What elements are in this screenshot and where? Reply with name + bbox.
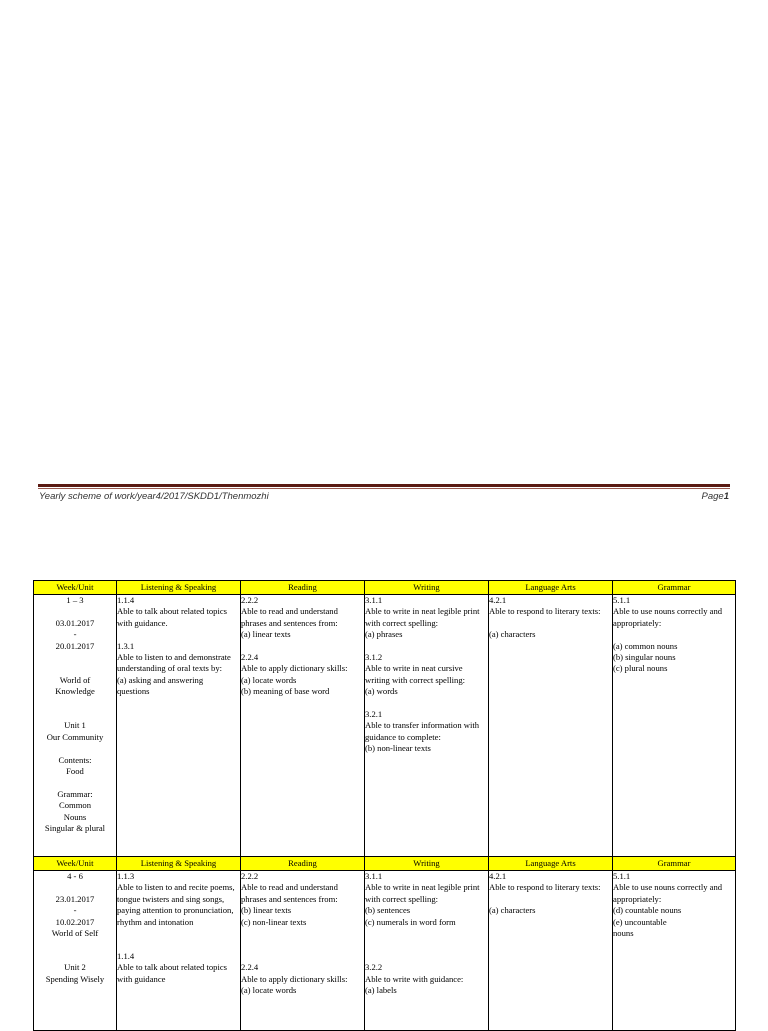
listening-text: 1.1.3 Able to listen to and recite poems, tongue twisters and sing songs, paying attention to pronunciation, rhythm and intonation 1.1.4 Able to talk about related topics with guidance (117, 871, 235, 984)
grammar-cell (613, 871, 736, 1031)
grammar-text: 5.1.1 Able to use nouns correctly and appropriately: (a) common nouns (b) singular nouns (c) plural nouns (613, 595, 723, 674)
page-label: Page (701, 491, 724, 502)
writing-cell (365, 595, 489, 857)
col-header-grammar: Grammar (613, 857, 736, 871)
reading-text: 2.2.2 Able to read and understand phrases and sentences from: (b) linear texts (c) non-linear texts 2.2.4 Able to apply dictionary skills: (a) locate words (241, 871, 348, 996)
reading-cell (241, 595, 365, 857)
listening-cell (117, 595, 241, 857)
week-text: 4 - 6 23.01.2017 - 10.02.2017 World of Self Unit 2 Spending Wisely (45, 871, 105, 984)
table-row (34, 871, 736, 1031)
language-arts-cell (489, 871, 613, 1031)
language-arts-text: 4.2.1 Able to respond to literary texts: (a) characters (489, 595, 601, 640)
language-arts-text: 4.2.1 Able to respond to literary texts: (a) characters (489, 871, 601, 916)
reading-cell (241, 871, 365, 1031)
table-header-row-repeat (34, 857, 736, 871)
grammar-cell (613, 595, 736, 857)
grammar-text: 5.1.1 Able to use nouns correctly and appropriately: (d) countable nouns (e) uncountable nouns (613, 871, 723, 939)
col-header-reading: Reading (241, 581, 365, 595)
listening-cell (117, 871, 241, 1031)
table-header-row (34, 581, 736, 595)
header-rule-thick (38, 484, 730, 487)
col-header-grammar: Grammar (613, 581, 736, 595)
page-number: 1 (723, 491, 729, 502)
writing-cell (365, 871, 489, 1031)
document-header-title: Yearly scheme of work/year4/2017/SKDD1/Thenmozhi (39, 491, 269, 502)
col-header-writing: Writing (365, 857, 489, 871)
col-header-week: Week/Unit (34, 857, 117, 871)
week-cell (34, 595, 117, 857)
listening-text: 1.1.4 Able to talk about related topics with guidance. 1.3.1 Able to listen to and demonstrate understanding of oral texts by: (a) asking and answering questions (117, 595, 231, 697)
week-cell (34, 871, 117, 1031)
col-header-writing: Writing (365, 581, 489, 595)
col-header-listening: Listening & Speaking (117, 581, 241, 595)
writing-text: 3.1.1 Able to write in neat legible print with correct spelling: (a) phrases 3.1.2 Able to write in neat cursive writing with correct spelling: (a) words 3.2.1 Able to transfer information with guidance to complete: (b) non-linear texts (365, 595, 480, 754)
col-header-language-arts: Language Arts (489, 581, 613, 595)
writing-text: 3.1.1 Able to write in neat legible print with correct spelling: (b) sentences (c) numerals in word form 3.2.2 Able to write with guidance: (a) labels (365, 871, 480, 996)
week-text: 1 – 3 03.01.2017 - 20.01.2017 World of Knowledge Unit 1 Our Community Contents: Food Grammar: Common Nouns Singular & plural (44, 595, 106, 834)
page-number-label (702, 491, 729, 502)
table-row (34, 595, 736, 857)
scheme-of-work-table (33, 580, 736, 1031)
header-rule-thin (38, 488, 730, 489)
col-header-week: Week/Unit (34, 581, 117, 595)
language-arts-cell (489, 595, 613, 857)
col-header-reading: Reading (241, 857, 365, 871)
reading-text: 2.2.2 Able to read and understand phrases and sentences from: (a) linear texts 2.2.4 Able to apply dictionary skills: (a) locate words (b) meaning of base word (241, 595, 348, 697)
col-header-language-arts: Language Arts (489, 857, 613, 871)
col-header-listening: Listening & Speaking (117, 857, 241, 871)
